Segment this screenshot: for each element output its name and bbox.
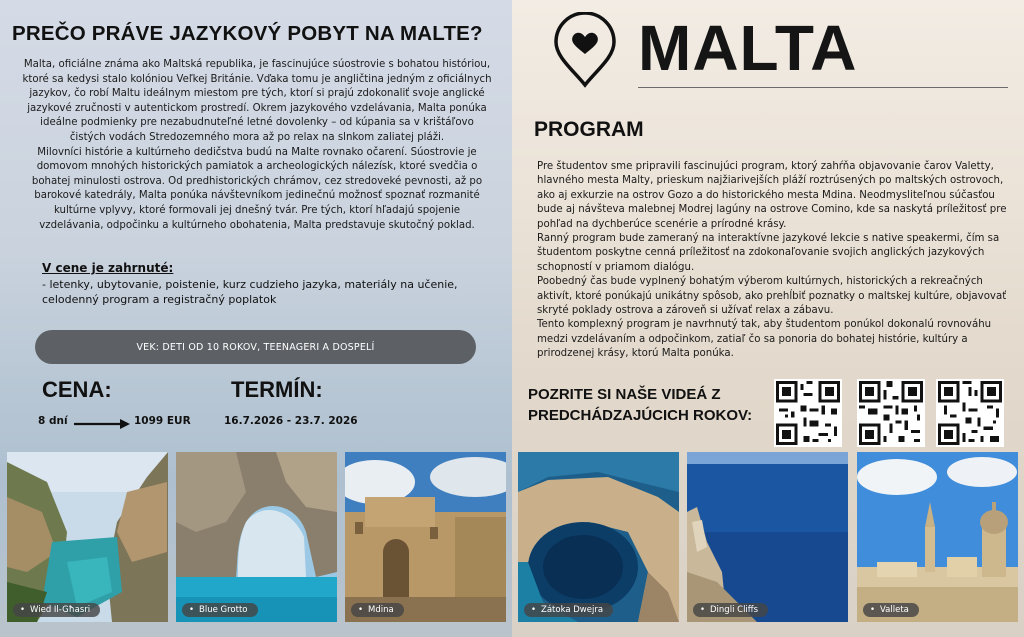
photo-image xyxy=(345,452,506,622)
intro-paragraph: Milovníci histórie a kultúrneho dedičstva budú na Malte rovnako očarení. Súostrovie je domovom mnohých historických pamiatok a archeologických nálezísk, ktoré svedčia o bohatej minulosti ostrova. Od predhistorických chrámov, cez stredoveké pevnosti, až po barokové katedrály, Malta ponúka návštevníkom jedinečnú možnosť spoznať rozmanité kultúrne vplyvy, ktoré formovali jej dnešný tvár. Pre tých, ktorí hľadajú spojenie vzdelávania, odpočinku a kultúrneho obohatenia, Malta predstavuje skutočný poklad. xyxy=(31,146,483,231)
program-text xyxy=(537,160,1009,362)
price-heading: CENA: xyxy=(42,377,112,402)
page-title: MALTA xyxy=(638,12,858,84)
price-amount: 1099 EUR xyxy=(134,415,191,427)
photo-image xyxy=(518,452,679,622)
photo-caption: • Dingli Cliffs xyxy=(693,603,768,617)
photo-image xyxy=(857,452,1018,622)
photo-blue-grotto xyxy=(176,452,337,622)
photo-image xyxy=(176,452,337,622)
photo-wied-il-ghasri xyxy=(7,452,168,622)
qr-code-1[interactable] xyxy=(774,379,842,447)
included-text: - letenky, ubytovanie, poistenie, kurz cudzieho jazyka, materiály na učenie, celodenný program a registračný poplatok xyxy=(42,278,458,306)
photo-caption: • Wied Il-Għasri xyxy=(13,603,100,617)
program-paragraph: Poobedný čas bude vyplnený bohatým výberom kultúrnych, historických a rekreačných aktivít, ktoré ponúkajú unikátny spôsob, ako prehĺbiť poznatky o maltskej kultúre, objavovať skryté poklady ostrova a zároveň si užívať relax a zábavu. xyxy=(537,276,1007,317)
photo-caption-text: Dingli Cliffs xyxy=(710,605,759,615)
qr-code-2[interactable] xyxy=(857,379,925,447)
title-divider xyxy=(638,87,1008,88)
photo-zatoka-dwejra xyxy=(518,452,679,622)
qr-code-icon xyxy=(938,381,1002,445)
photo-caption: • Mdina xyxy=(351,603,404,617)
qr-code-icon xyxy=(859,381,923,445)
photo-image xyxy=(687,452,848,622)
term-dates: 16.7.2026 - 23.7. 2026 xyxy=(224,415,358,427)
photo-image xyxy=(7,452,168,622)
photo-caption-text: Blue Grotto xyxy=(199,605,248,615)
photo-caption-text: Valleta xyxy=(880,605,909,615)
qr-code-3[interactable] xyxy=(936,379,1004,447)
left-heading: PREČO PRÁVE JAZYKOVÝ POBYT NA MALTE? xyxy=(12,22,483,45)
photo-caption: • Valleta xyxy=(863,603,919,617)
video-heading-line: POZRITE SI NAŠE VIDEÁ Z xyxy=(528,386,721,403)
program-heading: PROGRAM xyxy=(534,118,644,141)
photo-caption: • Blue Grotto xyxy=(182,603,258,617)
qr-code-icon xyxy=(776,381,840,445)
program-paragraph: Tento komplexný program je navrhnutý tak, aby študentom ponúkol dokonalú rovnováhu medzi vzdelávaním a odpočinkom, zatiaľ čo sa ponoria do bohatej histórie, kultúry a prirodzenej krásy, ktorú Malta ponúka. xyxy=(537,319,992,360)
program-paragraph: Ranný program bude zameraný na interaktívne jazykové lekcie s native speakermi, čím sa študentom poskytne cenná príležitosť na zdokonaľovanie svojich anglických jazykových schopností v priamom dialógu. xyxy=(537,233,1000,273)
photo-caption-text: Mdina xyxy=(368,605,394,615)
age-badge-label: VEK: DETI OD 10 ROKOV, TEENAGERI A DOSPELÍ xyxy=(136,341,375,353)
photo-valleta xyxy=(857,452,1018,622)
location-heart-icon xyxy=(553,12,617,88)
photo-dingli-cliffs xyxy=(687,452,848,622)
photo-caption-text: Zátoka Dwejra xyxy=(541,605,604,615)
term-heading: TERMÍN: xyxy=(231,377,323,402)
photo-mdina xyxy=(345,452,506,622)
intro-paragraph: Malta, oficiálne známa ako Maltská republika, je fascinujúce súostrovie s bohatou históriou, ktoré sa kedysi stalo kolóniou Veľkej Británie. Vďaka tomu je angličtina jedným z oficiálnych jazykov, čo robí Maltu ideálnym miestom pre tých, ktorí si prajú zdokonaliť svoje anglické jazykové zručnosti v autentickom prostredí. Okrem jazykového vzdelávania, Malta ponúka ideálne podmienky pre nezabudnuteľné letné dovolenky – od kúpania sa v krištáľovo čistých vodách Stredozemného mora až po relax na slnkom zaliatej pláži. xyxy=(22,59,492,143)
age-badge xyxy=(35,330,476,364)
video-heading-line: PREDCHÁDZAJÚCICH ROKOV: xyxy=(528,407,753,424)
arrow-right-icon xyxy=(72,415,132,427)
program-paragraph: Pre študentov sme pripravili fascinujúci program, ktorý zahŕňa objavovanie čarov Valetty, hlavného mesta Malty, prieskum najžiarivejších pláží roztrúsených po maltských ostrovoch, ako aj exkurzie na ostrov Gozo a do historického mesta Mdina. Neodmysliteľnou súčasťou bude aj návšteva malebnej Modrej lagúny na ostrove Comino, kde sa naskytá príležitosť pre pohľad na dychberúce scenérie a prírodné krásy. xyxy=(537,161,1007,230)
intro-text xyxy=(22,58,492,233)
price-days: 8 dní xyxy=(38,415,68,427)
video-heading xyxy=(528,384,752,426)
included-title: V cene je zahrnuté: xyxy=(42,261,174,275)
photo-caption-text: Wied Il-Għasri xyxy=(30,605,91,615)
photo-caption: • Zátoka Dwejra xyxy=(524,603,613,617)
